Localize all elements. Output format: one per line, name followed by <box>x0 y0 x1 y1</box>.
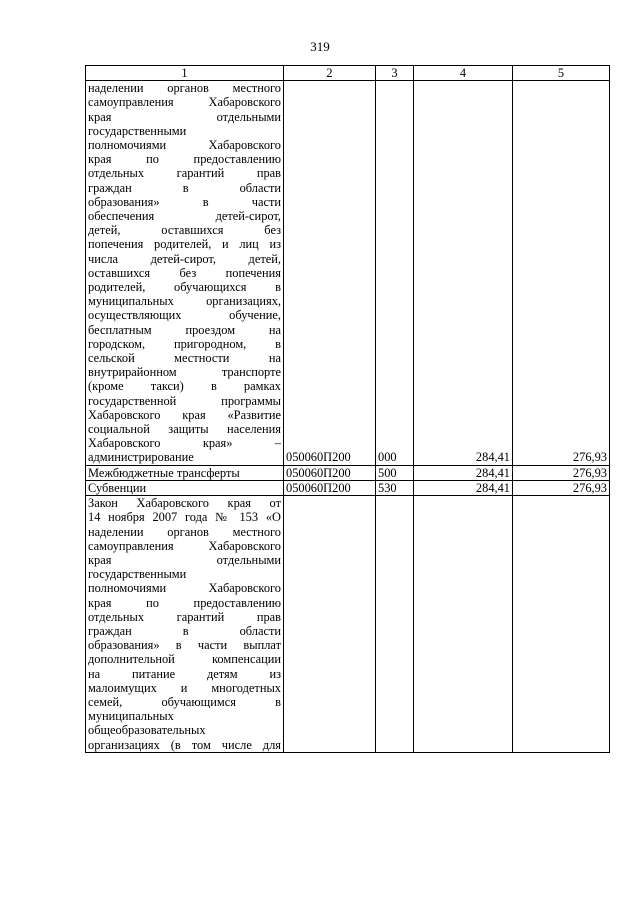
row-name-line: на питание детям из <box>88 666 281 681</box>
row-code-cell: 050060П200 <box>284 465 376 480</box>
row-name-line: городском, пригородном, в <box>88 336 281 351</box>
column-header-sum-2: 5 <box>513 66 610 81</box>
table-row <box>86 480 610 495</box>
row-name-line: числа детей-сирот, детей, <box>88 251 281 266</box>
column-header-name: 1 <box>86 66 284 81</box>
table-row <box>86 465 610 480</box>
row-name-lines <box>88 496 281 752</box>
column-header-sum-1: 4 <box>414 66 513 81</box>
row-sum-2-cell <box>513 496 610 753</box>
row-vr-cell: 500 <box>376 465 414 480</box>
row-vr-cell: 530 <box>376 480 414 495</box>
column-header-vr: 3 <box>376 66 414 81</box>
row-name-cell <box>86 496 284 753</box>
table-row <box>86 81 610 465</box>
row-sum-1-cell: 284,41 <box>414 81 513 465</box>
row-name-line: дополнительной компенсации <box>88 652 281 667</box>
row-name-line: полномочиями Хабаровского <box>88 581 281 596</box>
row-name-line: детей, оставшихся без <box>88 223 281 238</box>
row-sum-1-cell <box>414 496 513 753</box>
row-name-line: Хабаровского края» – <box>88 436 281 451</box>
row-name-line: муниципальных организациях, <box>88 294 281 309</box>
row-name-line: государственной программы <box>88 393 281 408</box>
row-sum-1-cell: 284,41 <box>414 480 513 495</box>
row-name-line: образования» в части <box>88 194 281 209</box>
row-vr-cell <box>376 496 414 753</box>
row-name-line: самоуправления Хабаровского <box>88 538 281 553</box>
row-vr-cell: 000 <box>376 81 414 465</box>
table-row <box>86 496 610 753</box>
row-name-line: края отдельными <box>88 109 281 124</box>
row-code-cell <box>284 496 376 753</box>
row-name-line: Закон Хабаровского края от <box>88 496 281 511</box>
row-name-line: социальной защиты населения <box>88 422 281 437</box>
page-number: 319 <box>310 39 330 54</box>
row-code-cell: 050060П200 <box>284 81 376 465</box>
row-name-cell: Межбюджетные трансферты <box>86 465 284 480</box>
row-name-line: администрирование <box>88 450 194 465</box>
row-name-line: государственными <box>88 567 187 582</box>
row-sum-2-cell: 276,93 <box>513 465 610 480</box>
row-code-cell: 050060П200 <box>284 480 376 495</box>
row-name-line: граждан в области <box>88 623 281 638</box>
row-name-line: осуществляющих обучение, <box>88 308 281 323</box>
row-name-line: отдельных гарантий прав <box>88 166 281 181</box>
row-name-cell <box>86 81 284 465</box>
row-name-cell: Субвенции <box>86 480 284 495</box>
row-name-line: оставшихся без попечения <box>88 265 281 280</box>
row-name-lines <box>88 81 281 464</box>
budget-table <box>85 65 610 753</box>
row-name-line: наделении органов местного <box>88 81 281 96</box>
table-header-row <box>86 66 610 81</box>
row-sum-2-cell: 276,93 <box>513 480 610 495</box>
row-name-line: общеобразовательных <box>88 723 206 738</box>
row-name-line: отдельных гарантий прав <box>88 609 281 624</box>
column-header-code: 2 <box>284 66 376 81</box>
row-name-line: образования» в части выплат <box>88 638 281 653</box>
row-name-line: 14 ноября 2007 года № 153 «О <box>88 510 281 525</box>
row-name-line: обеспечения детей-сирот, <box>88 209 281 224</box>
row-sum-1-cell: 284,41 <box>414 465 513 480</box>
row-name-line: малоимущих и многодетных <box>88 680 281 695</box>
row-name-line: попечения родителей, и лиц из <box>88 237 281 252</box>
row-name-line: края по предоставлению <box>88 152 281 167</box>
row-name-line: Хабаровского края «Развитие <box>88 407 281 422</box>
row-name-line: муниципальных <box>88 709 174 724</box>
row-name-line: сельской местности на <box>88 351 281 366</box>
row-name-line: самоуправления Хабаровского <box>88 95 281 110</box>
row-name-line: государственными <box>88 123 187 138</box>
row-name-line: организациях (в том числе для <box>88 737 281 752</box>
row-name-line: семей, обучающимся в <box>88 694 281 709</box>
row-name-line: бесплатным проездом на <box>88 322 281 337</box>
row-name-line: наделении органов местного <box>88 524 281 539</box>
row-name-line: граждан в области <box>88 180 281 195</box>
row-name-line: края по предоставлению <box>88 595 281 610</box>
row-name-line: (кроме такси) в рамках <box>88 379 281 394</box>
row-name-line: внутрирайонном транспорте <box>88 365 281 380</box>
row-name-line: края отдельными <box>88 552 281 567</box>
row-name-line: полномочиями Хабаровского <box>88 138 281 153</box>
row-name-line: родителей, обучающихся в <box>88 280 281 295</box>
row-sum-2-cell: 276,93 <box>513 81 610 465</box>
